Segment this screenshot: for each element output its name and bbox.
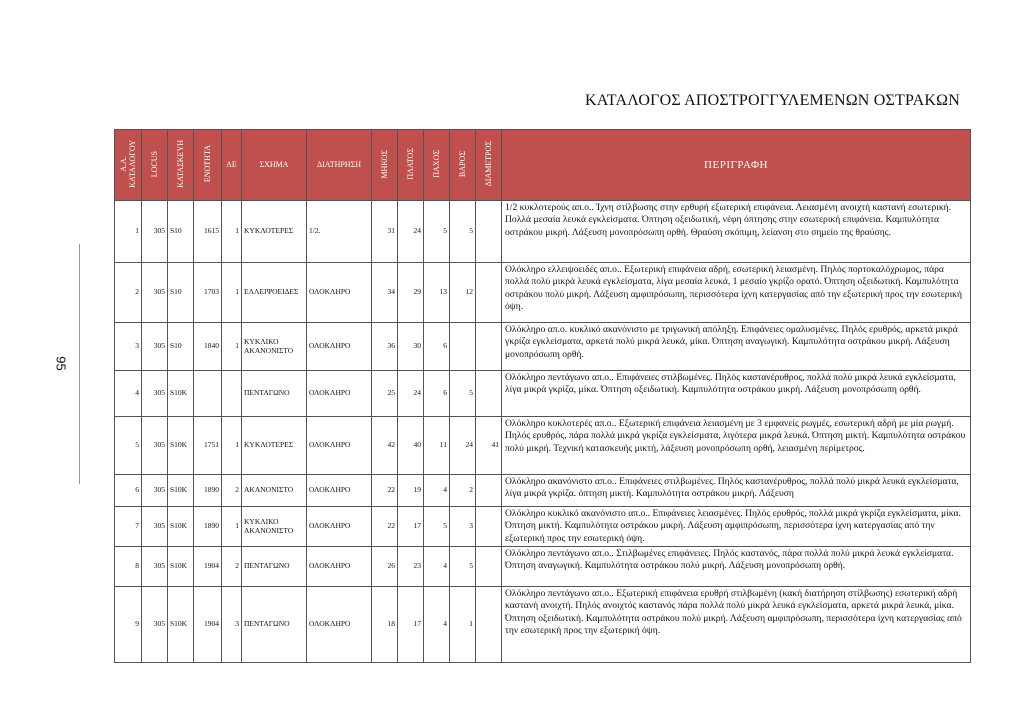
header-description: ΠΕΡΙΓΡΑΦΗ [502, 130, 971, 201]
cell-catalog-no: 6 [115, 475, 142, 507]
header-weight: ΒΑΡΟΣ [450, 130, 476, 201]
cell-catalog-no: 2 [115, 263, 142, 323]
cell-diameter [476, 507, 502, 547]
cell-construction: S10K [168, 475, 194, 507]
cell-length: 36 [372, 323, 398, 371]
shape-line-1: ΕΛΛΕΙΨΟΕΙΔΕΣ [244, 287, 299, 297]
cell-preservation: ΟΛΟΚΛΗΡΟ [307, 263, 372, 323]
cell-shape [242, 371, 307, 417]
cell-construction: S10K [168, 587, 194, 663]
cell-construction: S10 [168, 323, 194, 371]
cell-unit: 1904 [194, 547, 222, 587]
cell-width: 17 [398, 507, 424, 547]
header-width: ΠΛΑΤΟΣ [398, 130, 424, 201]
cell-diameter [476, 547, 502, 587]
table-row [115, 547, 971, 587]
cell-width: 19 [398, 475, 424, 507]
catalog-table [114, 129, 971, 663]
table-row [115, 323, 971, 371]
header-thickness: ΠΑΧΟΣ [424, 130, 450, 201]
table-row [115, 475, 971, 507]
cell-preservation: ΟΛΟΚΛΗΡΟ [307, 547, 372, 587]
table-row [115, 587, 971, 663]
cell-construction: S10K [168, 507, 194, 547]
cell-preservation: 1/2. [307, 201, 372, 263]
cell-diameter [476, 201, 502, 263]
cell-description: Ολόκληρο ελλειψοειδές απ.ο.. Εξωτερική επιφάνεια αδρή, εσωτερική λειασμένη. Πηλός πορτοκαλόχρωμος, πάρα πολλά πολύ μικρά λευκά εγκλείσματα, λίγα μεσαία λευκά, 1 μεσαίο γκρίζο ορατό. Όπτηση οξειδωτική. Καμπυλότητα οστράκου πολύ μικρή. Λάξευση αμφιπρόσωπη, περισσότερα ίχνη κατεργασίας από την εξωτερική προς την εσωτερική όψη. [502, 263, 971, 323]
cell-catalog-no: 1 [115, 201, 142, 263]
shape-line-1: ΠΕΝΤΑΓΩΝΟ [244, 388, 290, 398]
margin-line [79, 244, 80, 484]
header-locus: LOCUS [142, 130, 168, 201]
cell-unit [194, 371, 222, 417]
cell-length: 34 [372, 263, 398, 323]
table-row [115, 417, 971, 475]
cell-diameter [476, 263, 502, 323]
cell-catalog-no: 4 [115, 371, 142, 417]
cell-locus: 305 [142, 475, 168, 507]
header-length: ΜΗΚΟΣ [372, 130, 398, 201]
header-shape: ΣΧΗΜΑ [242, 130, 307, 201]
header-catalog-no: Α.Α. ΚΑΤΑΛΟΓΟΥ [115, 130, 142, 201]
cell-diameter [476, 371, 502, 417]
header-diameter: ΔΙΑΜΕΤΡΟΣ [476, 130, 502, 201]
cell-locus: 305 [142, 323, 168, 371]
cell-locus: 305 [142, 547, 168, 587]
cell-unit: 1751 [194, 417, 222, 475]
shape-line-2: ΑΚΑΝΟΝΙΣΤΟ [244, 345, 294, 355]
cell-catalog-no: 8 [115, 547, 142, 587]
shape-line-1: ΑΚΑΝΟΝΙΣΤΟ [244, 485, 294, 495]
cell-weight: 5 [450, 371, 476, 417]
cell-description: Ολόκληρο κυκλοτερές απ.ο.. Εξωτερική επιφάνεια λειασμένη με 3 εμφανείς ρωγμές, εσωτερική αδρή με μία ρωγμή. Πηλός ερυθρός, πάρα πολλά μικρά γκρίζα εγκλείσματα, λιγότερα μικρά λευκά. Όπτηση μικτή. Καμπυλότητα οστράκου πολύ μικρή. Τεχνική κατασκευής μικτή, λάξευση μονοπρόσωπη ορθή, λειασμένη περίμετρος. [502, 417, 971, 475]
cell-catalog-no: 9 [115, 587, 142, 663]
cell-width: 24 [398, 371, 424, 417]
header-unit: ΕΝΟΤΗΤΑ [194, 130, 222, 201]
header-construction: ΚΑΤΑΣΚΕΥΗ [168, 130, 194, 201]
table-row [115, 507, 971, 547]
cell-catalog-no: 5 [115, 417, 142, 475]
cell-width: 23 [398, 547, 424, 587]
cell-construction: S10 [168, 263, 194, 323]
cell-width: 30 [398, 323, 424, 371]
cell-description: Ολόκληρο ακανόνιστο απ.ο.. Επιφάνειες στιλβωμένες. Πηλός καστανέρυθρος, πολλά πολύ μικρά λευκά εγκλείσματα, λίγα μικρά γκρίζα. όπτηση μικτή. Καμπυλότητα οστράκου μικρή. Λάξευση [502, 475, 971, 507]
table-row [115, 201, 971, 263]
cell-shape [242, 263, 307, 323]
cell-construction: S10K [168, 371, 194, 417]
cell-diameter [476, 323, 502, 371]
shape-line-1: ΚΥΚΛΟΤΕΡΕΣ [244, 226, 294, 236]
cell-thickness: 4 [424, 475, 450, 507]
cell-width: 24 [398, 201, 424, 263]
cell-ae: 3 [222, 587, 242, 663]
cell-shape [242, 323, 307, 371]
cell-locus: 305 [142, 263, 168, 323]
cell-unit: 1703 [194, 263, 222, 323]
catalog-body [115, 201, 971, 663]
cell-description: Ολόκληρο κυκλικό ακανόνιστο απ.ο.. Επιφάνειες λειασμένες. Πηλός ερυθρός, πολλά μικρά γκρίζα εγκλείσματα, μίκα. Όπτηση μικτή. Καμπυλότητα οστράκου μικρή. Λάξευση αμφιπρόσωπη, περισσότερα ίχνη κατεργασίας από την εξωτερική προς την εσωτερική όψη. [502, 507, 971, 547]
cell-ae: 2 [222, 475, 242, 507]
header-preservation: ΔΙΑΤΗΡΗΣΗ [307, 130, 372, 201]
cell-length: 31 [372, 201, 398, 263]
cell-diameter [476, 475, 502, 507]
shape-line-1: ΚΥΚΛΟΤΕΡΕΣ [244, 440, 294, 450]
cell-locus: 305 [142, 371, 168, 417]
cell-preservation: ΟΛΟΚΛΗΡΟ [307, 371, 372, 417]
cell-description: Ολόκληρο πεντάγωνο απ.ο.. Επιφάνειες στιλβωμένες. Πηλός καστανέρυθρος, πολλά πολύ μικρά λευκά εγκλείσματα, λίγα μικρά γκρίζα, μίκα. Όπτηση οξειδωτική. Καμπυλότητα οστράκου μικρή. Λάξευση μονοπρόσωπη ορθή. [502, 371, 971, 417]
cell-shape [242, 547, 307, 587]
cell-diameter [476, 587, 502, 663]
cell-width: 17 [398, 587, 424, 663]
cell-shape [242, 475, 307, 507]
cell-locus: 305 [142, 417, 168, 475]
cell-description: Ολόκληρο πεντάγωνο απ.ο.. Εξωτερική επιφάνεια ερυθρή στιλβωμένη (κακή διατήρηση στίλβωσης) εσωτερική αδρή καστανή ανοιχτή. Πηλός ανοιχτός καστανός πάρα πολλά πολύ μικρά λευκά εγκλείσματα, αρκετά μικρά λευκά, μίκα. Όπτηση οξειδωτική. Καμπυλότητα οστράκου πολύ μικρή. Λάξευση αμφιπρόσωπη, περισσότερα ίχνη κατεργασίας από την εσωτερική προς την εξωτερική όψη. [502, 587, 971, 663]
cell-preservation: ΟΛΟΚΛΗΡΟ [307, 507, 372, 547]
cell-description: Ολόκληρο απ.ο. κυκλικό ακανόνιστο με τριγωνική απόληξη. Επιφάνειες ομαλυσμένες. Πηλός ερυθρός, αρκετά μικρά γκρίζα εγκλείσματα, αρκετά πολύ μικρά λευκά, μίκα. Όπτηση αναγωγική. Καμπυλότητα οστράκου μικρή. Λάξευση μονοπρόσωπη ορθή. [502, 323, 971, 371]
cell-weight: 2 [450, 475, 476, 507]
cell-ae: 1 [222, 417, 242, 475]
cell-weight: 5 [450, 201, 476, 263]
cell-length: 22 [372, 507, 398, 547]
cell-preservation: ΟΛΟΚΛΗΡΟ [307, 323, 372, 371]
cell-locus: 305 [142, 587, 168, 663]
cell-shape [242, 507, 307, 547]
cell-ae: 1 [222, 323, 242, 371]
table-row [115, 263, 971, 323]
cell-unit: 1615 [194, 201, 222, 263]
cell-length: 26 [372, 547, 398, 587]
cell-thickness: 6 [424, 323, 450, 371]
cell-thickness: 5 [424, 201, 450, 263]
cell-construction: S10K [168, 417, 194, 475]
cell-length: 22 [372, 475, 398, 507]
cell-weight: 24 [450, 417, 476, 475]
cell-weight: 1 [450, 587, 476, 663]
cell-preservation: ΟΛΟΚΛΗΡΟ [307, 417, 372, 475]
shape-line-1: ΚΥΚΛΙΚΟ [244, 337, 279, 347]
cell-thickness: 4 [424, 547, 450, 587]
cell-weight: 3 [450, 507, 476, 547]
cell-unit: 1840 [194, 323, 222, 371]
shape-line-1: ΠΕΝΤΑΓΩΝΟ [244, 561, 290, 571]
cell-locus: 305 [142, 507, 168, 547]
cell-unit: 1890 [194, 507, 222, 547]
cell-catalog-no: 7 [115, 507, 142, 547]
cell-construction: S10 [168, 201, 194, 263]
cell-shape [242, 587, 307, 663]
shape-line-1: ΚΥΚΛΙΚΟ [244, 517, 279, 527]
cell-description: 1/2 κυκλοτερούς απ.ο.. Ίχνη στίλβωσης στην ερθυρή εξωτερική επιφάνεια. Λειασμένη ανοιχτή καστανή εσωτερική. Πολλά μεσαία λευκά εγκλείσματα. Όπτηση οξειδωτική, νέφη όπτησης στην εσωτερική επιφάνεια. Καμπυλότητα οστράκου μικρή. Λάξευση μονοπρόσωπη ορθή. Θραύση σκόπιμη, λείανση στο σημείο της θραύσης. [502, 201, 971, 263]
cell-length: 25 [372, 371, 398, 417]
cell-ae: 1 [222, 507, 242, 547]
cell-weight: 5 [450, 547, 476, 587]
cell-thickness: 4 [424, 587, 450, 663]
cell-ae [222, 371, 242, 417]
cell-ae: 2 [222, 547, 242, 587]
page-number: 95 [53, 356, 69, 371]
cell-thickness: 13 [424, 263, 450, 323]
cell-length: 42 [372, 417, 398, 475]
cell-unit: 1890 [194, 475, 222, 507]
cell-ae: 1 [222, 201, 242, 263]
cell-shape [242, 417, 307, 475]
cell-unit: 1904 [194, 587, 222, 663]
cell-description: Ολόκληρο πεντάγωνο απ.ο.. Στιλβωμένες επιφάνειες. Πηλός καστανός, πάρα πολλά πολύ μικρά λευκά εγκλείσματα. Όπτηση αναγωγική. Καμπυλότητα οστράκου πολύ μικρή. Λάξευση μονοπρόσωπη ορθή. [502, 547, 971, 587]
cell-weight [450, 323, 476, 371]
cell-catalog-no: 3 [115, 323, 142, 371]
cell-preservation: ΟΛΟΚΛΗΡΟ [307, 587, 372, 663]
cell-diameter: 41 [476, 417, 502, 475]
cell-length: 18 [372, 587, 398, 663]
cell-shape [242, 201, 307, 263]
cell-width: 40 [398, 417, 424, 475]
table-header-row [115, 130, 971, 201]
cell-width: 29 [398, 263, 424, 323]
table-row [115, 371, 971, 417]
cell-thickness: 11 [424, 417, 450, 475]
cell-weight: 12 [450, 263, 476, 323]
shape-line-1: ΠΕΝΤΑΓΩΝΟ [244, 619, 290, 629]
cell-thickness: 6 [424, 371, 450, 417]
header-ae: ΑΕ [222, 130, 242, 201]
page-title: ΚΑΤΑΛΟΓΟΣ ΑΠΟΣΤΡΟΓΓΥΛΕΜΕΝΩΝ ΟΣΤΡΑΚΩΝ [585, 92, 960, 109]
cell-thickness: 5 [424, 507, 450, 547]
cell-locus: 305 [142, 201, 168, 263]
shape-line-2: ΑΚΑΝΟΝΙΣΤΟ [244, 525, 294, 535]
cell-ae: 1 [222, 263, 242, 323]
cell-construction: S10K [168, 547, 194, 587]
cell-preservation: ΟΛΟΚΛΗΡΟ [307, 475, 372, 507]
